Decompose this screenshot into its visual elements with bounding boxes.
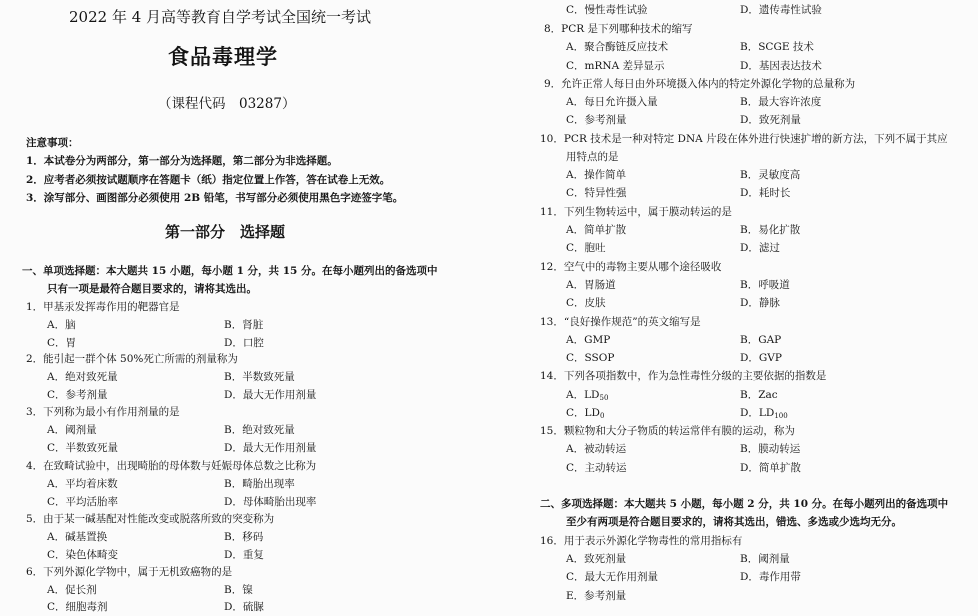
option-a: A．致死剂量 xyxy=(566,553,627,565)
option-c: C．染色体畸变 xyxy=(47,549,119,561)
exam-header: 2022 年 4 月高等教育自学考试全国统一考试 xyxy=(69,8,372,26)
option-d xyxy=(740,406,788,420)
option-b: B．Zac xyxy=(740,389,778,401)
question-stem: 9．允许正常人每日由外环境摄入体内的特定外源化学物的总量称为 xyxy=(544,78,856,90)
section2-instruction: 至少有两项是符合题目要求的，请将其选出，错选、多选或少选均无分。 xyxy=(566,516,902,528)
option-a: A．GMP xyxy=(566,334,611,346)
option-d: D．重复 xyxy=(224,549,264,561)
option-d: D．耗时长 xyxy=(740,187,791,199)
notes-title: 注意事项： xyxy=(26,137,79,149)
option-d: D．基因表达技术 xyxy=(740,60,822,72)
section2-instruction: 二、多项选择题：本大题共 5 小题，每小题 2 分，共 10 分。在每小题列出的备选项中 xyxy=(540,498,949,510)
left-page xyxy=(0,0,470,616)
question-stem: 1．甲基汞发挥毒作用的靶器官是 xyxy=(26,301,180,313)
option-d: D．最大无作用剂量 xyxy=(224,389,317,401)
note-item: 1．本试卷分为两部分，第一部分为选择题，第二部分为非选择题。 xyxy=(26,155,338,167)
option-b: B．肾脏 xyxy=(224,319,264,331)
option-d: D．遗传毒性试验 xyxy=(740,4,822,16)
question-stem-continued: 用特点的是 xyxy=(566,151,619,163)
option-e: E．参考剂量 xyxy=(566,590,627,602)
question-stem: 6．下列外源化学物中，属于无机致癌物的是 xyxy=(26,566,233,578)
option-b: B．SCGE 技术 xyxy=(740,41,814,53)
option-b: B．绝对致死量 xyxy=(224,424,295,436)
option-b: B．最大容许浓度 xyxy=(740,96,822,108)
option-c: C．mRNA 差异显示 xyxy=(566,60,665,72)
option-b: B．灵敏度高 xyxy=(740,169,801,181)
option-d: D．毒作用带 xyxy=(740,571,801,583)
section1-instruction: 只有一项是最符合题目要求的，请将其选出。 xyxy=(47,283,257,295)
question-stem: 2．能引起一群个体 50%死亡所需的剂量称为 xyxy=(26,353,238,365)
question-stem: 8．PCR 是下列哪种技术的缩写 xyxy=(544,23,693,35)
option-b: B．畸胎出现率 xyxy=(224,478,295,490)
option-a: A．促长剂 xyxy=(47,584,97,596)
option-d: D．静脉 xyxy=(740,297,780,309)
subscript: 100 xyxy=(774,412,788,420)
option-c: C．主动转运 xyxy=(566,462,627,474)
option-b: B．镍 xyxy=(224,584,253,596)
right-page xyxy=(520,0,970,616)
option-b: B．GAP xyxy=(740,334,782,346)
option-a: A．每日允许摄入量 xyxy=(566,96,658,108)
course-code: （课程代码 03287） xyxy=(158,96,296,112)
section1-instruction: 一、单项选择题：本大题共 15 小题，每小题 1 分，共 15 分。在每小题列出的备选项中 xyxy=(22,265,438,277)
option-c: C．胞吐 xyxy=(566,242,606,254)
question-stem: 11．下列生物转运中，属于膜动转运的是 xyxy=(540,206,732,218)
option-a: A．胃肠道 xyxy=(566,279,616,291)
option-b: B．阈剂量 xyxy=(740,553,790,565)
option-b: B．易化扩散 xyxy=(740,224,801,236)
option-d: D．GVP xyxy=(740,352,782,364)
option-c: C．半数致死量 xyxy=(47,442,119,454)
option-c: C．胃 xyxy=(47,337,77,349)
option-d: D．母体畸胎出现率 xyxy=(224,496,317,508)
option-a: A．聚合酶链反应技术 xyxy=(566,41,669,53)
option-d: D．简单扩散 xyxy=(740,462,801,474)
option-b: B．呼吸道 xyxy=(740,279,790,291)
option-c: C．慢性毒性试验 xyxy=(566,4,648,16)
option-b: B．膜动转运 xyxy=(740,443,801,455)
question-stem: 16．用于表示外源化学物毒性的常用指标有 xyxy=(540,535,743,547)
question-stem: 5．由于某一碱基配对性能改变或脱落所致的突变称为 xyxy=(26,513,275,525)
option-d: D．硫脲 xyxy=(224,601,264,613)
option-text: A．LD xyxy=(566,389,600,401)
question-stem: 15．颗粒物和大分子物质的转运常伴有膜的运动，称为 xyxy=(540,425,795,437)
option-c: C．参考剂量 xyxy=(47,389,108,401)
option-d: D．最大无作用剂量 xyxy=(224,442,317,454)
option-text: C．LD xyxy=(566,407,600,419)
option-c: C．平均活胎率 xyxy=(47,496,119,508)
option-c: C．细胞毒剂 xyxy=(47,601,108,613)
option-a xyxy=(566,388,608,402)
subscript: 50 xyxy=(599,394,609,402)
option-a: A．脑 xyxy=(47,319,76,331)
subscript: 0 xyxy=(599,412,605,420)
option-c: C．皮肤 xyxy=(566,297,606,309)
option-b: B．移码 xyxy=(224,531,264,543)
option-c xyxy=(566,406,604,420)
option-d: D．口腔 xyxy=(224,337,264,349)
question-stem: 3．下列称为最小有作用剂量的是 xyxy=(26,406,180,418)
option-c: C．参考剂量 xyxy=(566,114,627,126)
option-text: D．LD xyxy=(740,407,775,419)
option-a: A．简单扩散 xyxy=(566,224,627,236)
option-a: A．被动转运 xyxy=(566,443,627,455)
option-a: A．绝对致死量 xyxy=(47,371,118,383)
option-a: A．操作简单 xyxy=(566,169,627,181)
option-c: C．最大无作用剂量 xyxy=(566,571,659,583)
question-stem: 12．空气中的毒物主要从哪个途径吸收 xyxy=(540,261,722,273)
question-stem: 14．下列各项指数中，作为急性毒性分级的主要依据的指数是 xyxy=(540,370,827,382)
option-a: A．平均着床数 xyxy=(47,478,118,490)
option-a: A．阈剂量 xyxy=(47,424,97,436)
option-a: A．碱基置换 xyxy=(47,531,108,543)
option-c: C．SSOP xyxy=(566,352,615,364)
question-stem: 13．“良好操作规范”的英文缩写是 xyxy=(540,316,701,328)
note-item: 3．涂写部分、画图部分必须使用 2B 铅笔，书写部分必须使用黑色字迹签字笔。 xyxy=(26,192,404,204)
note-item: 2．应考者必须按试题顺序在答题卡（纸）指定位置上作答，答在试卷上无效。 xyxy=(26,174,391,186)
option-d: D．滤过 xyxy=(740,242,780,254)
option-c: C．特异性强 xyxy=(566,187,627,199)
part1-title: 第一部分 选择题 xyxy=(165,223,286,241)
option-b: B．半数致死量 xyxy=(224,371,295,383)
exam-subject-title: 食品毒理学 xyxy=(168,44,278,69)
question-stem: 4．在致畸试验中，出现畸胎的母体数与妊娠母体总数之比称为 xyxy=(26,460,317,472)
option-d: D．致死剂量 xyxy=(740,114,801,126)
question-stem: 10．PCR 技术是一种对特定 DNA 片段在体外进行快速扩增的新方法，下列不属于其应 xyxy=(540,133,948,145)
